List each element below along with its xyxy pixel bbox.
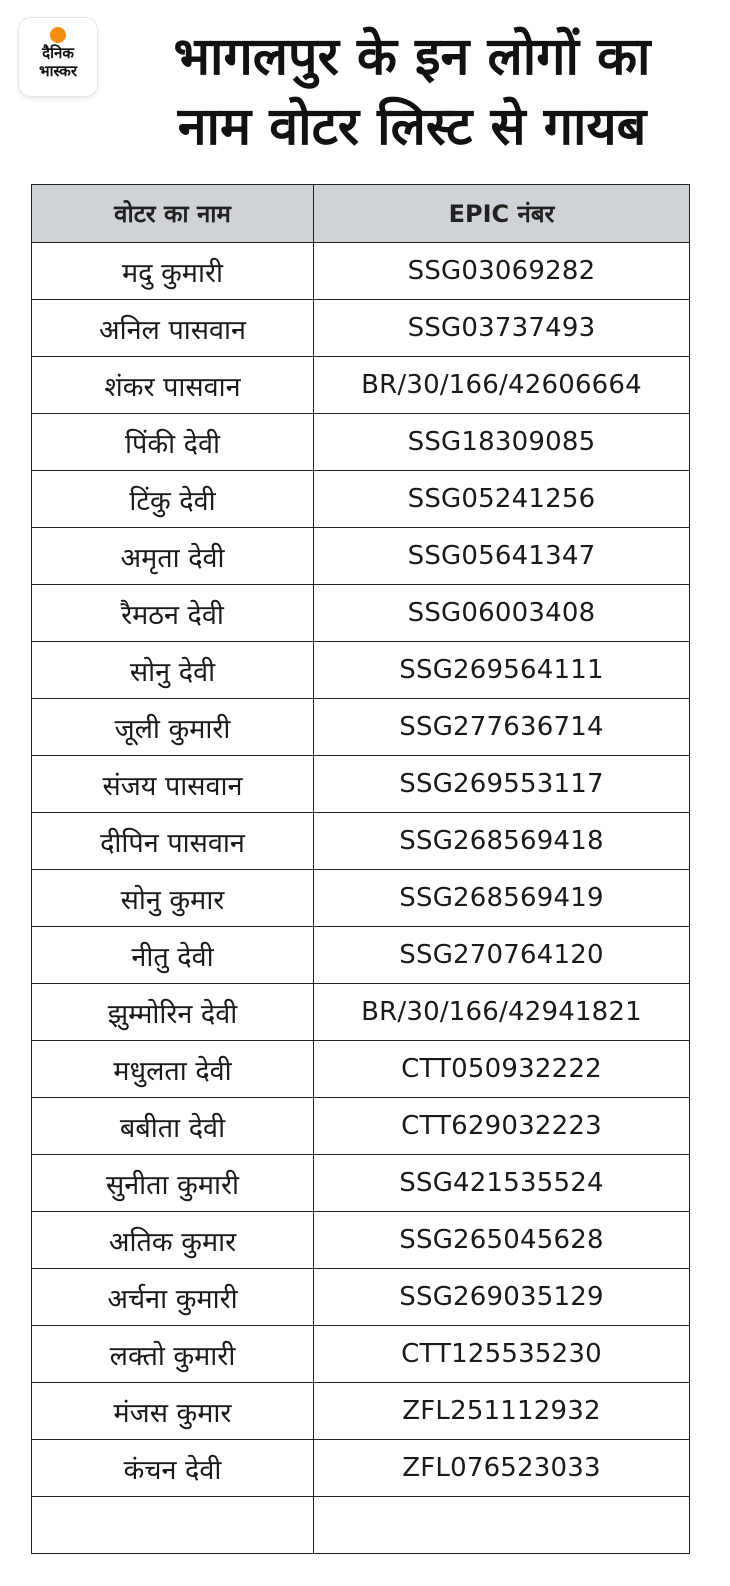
epic-number-cell: CTT629032223 [314,1098,690,1155]
epic-number-cell: SSG265045628 [314,1212,690,1269]
voter-name-cell: रैमठन देवी [32,585,314,642]
table-row [32,300,690,357]
table-row [32,813,690,870]
voter-table [31,184,690,1554]
voter-name-cell: मधुलता देवी [32,1041,314,1098]
epic-number-cell: SSG03069282 [314,243,690,300]
voter-name-cell: अतिक कुमार [32,1212,314,1269]
epic-number-cell: BR/30/166/42606664 [314,357,690,414]
brand-name-line1: दैनिक [42,44,74,62]
epic-number-cell: SSG06003408 [314,585,690,642]
column-header-name: वोटर का नाम [32,185,314,243]
table-row [32,870,690,927]
epic-number-cell: SSG03737493 [314,300,690,357]
table-row [32,699,690,756]
table-row [32,1155,690,1212]
voter-table-container [31,184,691,1554]
table-row [32,1212,690,1269]
epic-number-cell: CTT050932222 [314,1041,690,1098]
table-row [32,984,690,1041]
epic-number-cell: ZFL076523033 [314,1440,690,1497]
title-line2: नाम वोटर लिस्ट से गायब [177,97,647,157]
epic-number-cell: SSG05641347 [314,528,690,585]
table-row [32,756,690,813]
table-row [32,1497,690,1554]
voter-name-cell: टिंकु देवी [32,471,314,528]
epic-number-cell: SSG269035129 [314,1269,690,1326]
table-row [32,1440,690,1497]
sun-icon [50,27,66,43]
voter-name-cell: अर्चना कुमारी [32,1269,314,1326]
table-row [32,927,690,984]
table-row [32,243,690,300]
voter-name-cell: जूली कुमारी [32,699,314,756]
table-row [32,585,690,642]
voter-name-cell: अमृता देवी [32,528,314,585]
epic-number-cell: SSG277636714 [314,699,690,756]
table-row [32,1098,690,1155]
table-row [32,528,690,585]
table-row [32,357,690,414]
brand-logo [19,18,97,96]
table-row [32,471,690,528]
epic-number-cell: CTT125535230 [314,1326,690,1383]
header [0,0,730,184]
table-row [32,642,690,699]
voter-name-cell: पिंकी देवी [32,414,314,471]
epic-number-cell: SSG421535524 [314,1155,690,1212]
epic-number-cell: SSG268569418 [314,813,690,870]
table-row [32,1383,690,1440]
voter-name-cell: नीतु देवी [32,927,314,984]
epic-number-cell: SSG269564111 [314,642,690,699]
table-row [32,1269,690,1326]
voter-name-cell: सुनीता कुमारी [32,1155,314,1212]
table-row [32,414,690,471]
voter-name-cell: मंजस कुमार [32,1383,314,1440]
voter-name-cell: सोनु कुमार [32,870,314,927]
table-body [32,243,690,1554]
table-row [32,1326,690,1383]
epic-number-cell: SSG270764120 [314,927,690,984]
page-title [112,22,712,162]
epic-number-cell: SSG05241256 [314,471,690,528]
voter-name-cell: झुम्मोरिन देवी [32,984,314,1041]
table-row [32,1041,690,1098]
voter-name-cell: मदु कुमारी [32,243,314,300]
voter-name-cell: बबीता देवी [32,1098,314,1155]
epic-number-cell: SSG18309085 [314,414,690,471]
epic-number-cell: SSG268569419 [314,870,690,927]
voter-name-cell: सोनु देवी [32,642,314,699]
voter-name-cell: अनिल पासवान [32,300,314,357]
voter-name-cell: संजय पासवान [32,756,314,813]
voter-name-cell: दीपिन पासवान [32,813,314,870]
voter-name-cell: कंचन देवी [32,1440,314,1497]
epic-number-cell: ZFL251112932 [314,1383,690,1440]
brand-name-line2: भास्कर [39,62,77,80]
voter-name-cell: लक्तो कुमारी [32,1326,314,1383]
column-header-epic: EPIC नंबर [314,185,690,243]
table-header-row [32,185,690,243]
voter-name-cell: शंकर पासवान [32,357,314,414]
title-line1: भागलपुर के इन लोगों का [173,27,651,87]
epic-number-cell: SSG269553117 [314,756,690,813]
epic-number-cell [314,1497,690,1554]
epic-number-cell: BR/30/166/42941821 [314,984,690,1041]
voter-name-cell [32,1497,314,1554]
